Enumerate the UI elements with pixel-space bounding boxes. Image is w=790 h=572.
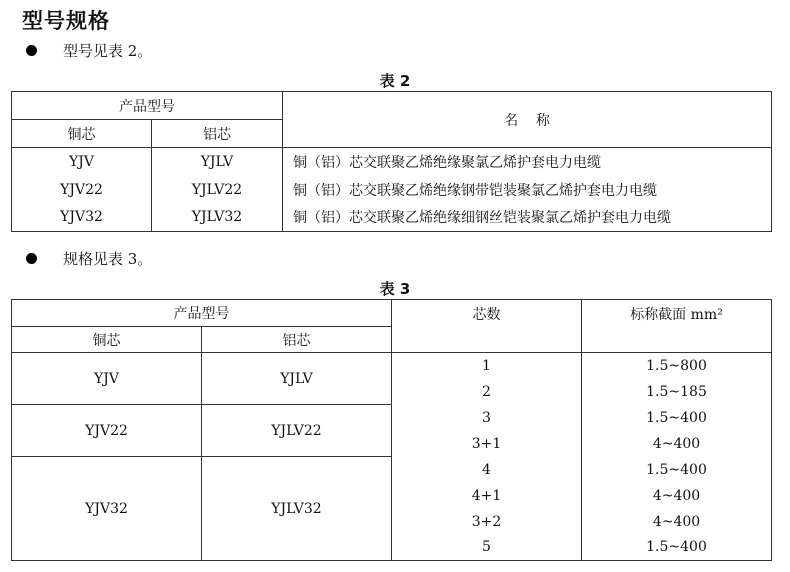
header-section: 标称截面 mm² (582, 300, 772, 353)
cell-copper: YJV22 (12, 405, 202, 457)
cell-section: 4~400 (582, 431, 772, 457)
spec-table (11, 299, 772, 561)
cell-copper: YJV22 (12, 176, 152, 204)
bullet-icon (26, 253, 37, 264)
header-cores: 芯数 (392, 300, 582, 353)
cell-aluminum: YJLV32 (202, 457, 392, 561)
table-row (12, 457, 772, 483)
header-copper: 铜芯 (12, 120, 152, 148)
bullet-line-spec (26, 248, 152, 269)
table2-caption: 表 2 (379, 72, 411, 90)
header-aluminum: 铝芯 (152, 120, 283, 148)
cell-section: 1.5~400 (582, 457, 772, 483)
cell-copper: YJV (12, 148, 152, 176)
cell-name: 铜（铝）芯交联聚乙烯绝缘细钢丝铠装聚氯乙烯护套电力电缆 (283, 204, 772, 232)
table3-caption: 表 3 (379, 280, 411, 298)
cell-section: 4~400 (582, 483, 772, 509)
cell-cores: 1 (392, 353, 582, 379)
header-product-model: 产品型号 (12, 92, 283, 120)
cell-cores: 3+1 (392, 431, 582, 457)
table-row (12, 148, 772, 176)
cell-cores: 2 (392, 379, 582, 405)
bullet-icon (26, 45, 37, 56)
cell-cores: 3+2 (392, 509, 582, 535)
cell-cores: 4 (392, 457, 582, 483)
cell-copper: YJV (12, 353, 202, 405)
header-copper: 铜芯 (12, 327, 202, 353)
header-aluminum: 铝芯 (202, 327, 392, 353)
cell-cores: 5 (392, 535, 582, 561)
table-row (12, 204, 772, 232)
cell-cores: 4+1 (392, 483, 582, 509)
table-row (12, 353, 772, 379)
cell-aluminum: YJLV22 (152, 176, 283, 204)
cell-aluminum: YJLV (152, 148, 283, 176)
bullet-text-spec: 规格见表 3。 (63, 250, 153, 268)
page-title: 型号规格 (22, 9, 110, 33)
cell-section: 1.5~400 (582, 405, 772, 431)
cell-section: 1.5~400 (582, 535, 772, 561)
cell-section: 4~400 (582, 509, 772, 535)
cell-cores: 3 (392, 405, 582, 431)
header-product-model: 产品型号 (12, 300, 392, 327)
cell-aluminum: YJLV (202, 353, 392, 405)
table-row (12, 405, 772, 431)
cell-name: 铜（铝）芯交联聚乙烯绝缘钢带铠装聚氯乙烯护套电力电缆 (283, 176, 772, 204)
cell-copper: YJV32 (12, 204, 152, 232)
bullet-line-model (26, 40, 152, 61)
bullet-text-model: 型号见表 2。 (63, 42, 153, 60)
cell-aluminum: YJLV22 (202, 405, 392, 457)
table-row (12, 176, 772, 204)
header-name: 名 称 (283, 92, 772, 148)
cell-copper: YJV32 (12, 457, 202, 561)
cell-section: 1.5~800 (582, 353, 772, 379)
cell-name: 铜（铝）芯交联聚乙烯绝缘聚氯乙烯护套电力电缆 (283, 148, 772, 176)
model-table (11, 91, 772, 232)
cell-section: 1.5~185 (582, 379, 772, 405)
cell-aluminum: YJLV32 (152, 204, 283, 232)
